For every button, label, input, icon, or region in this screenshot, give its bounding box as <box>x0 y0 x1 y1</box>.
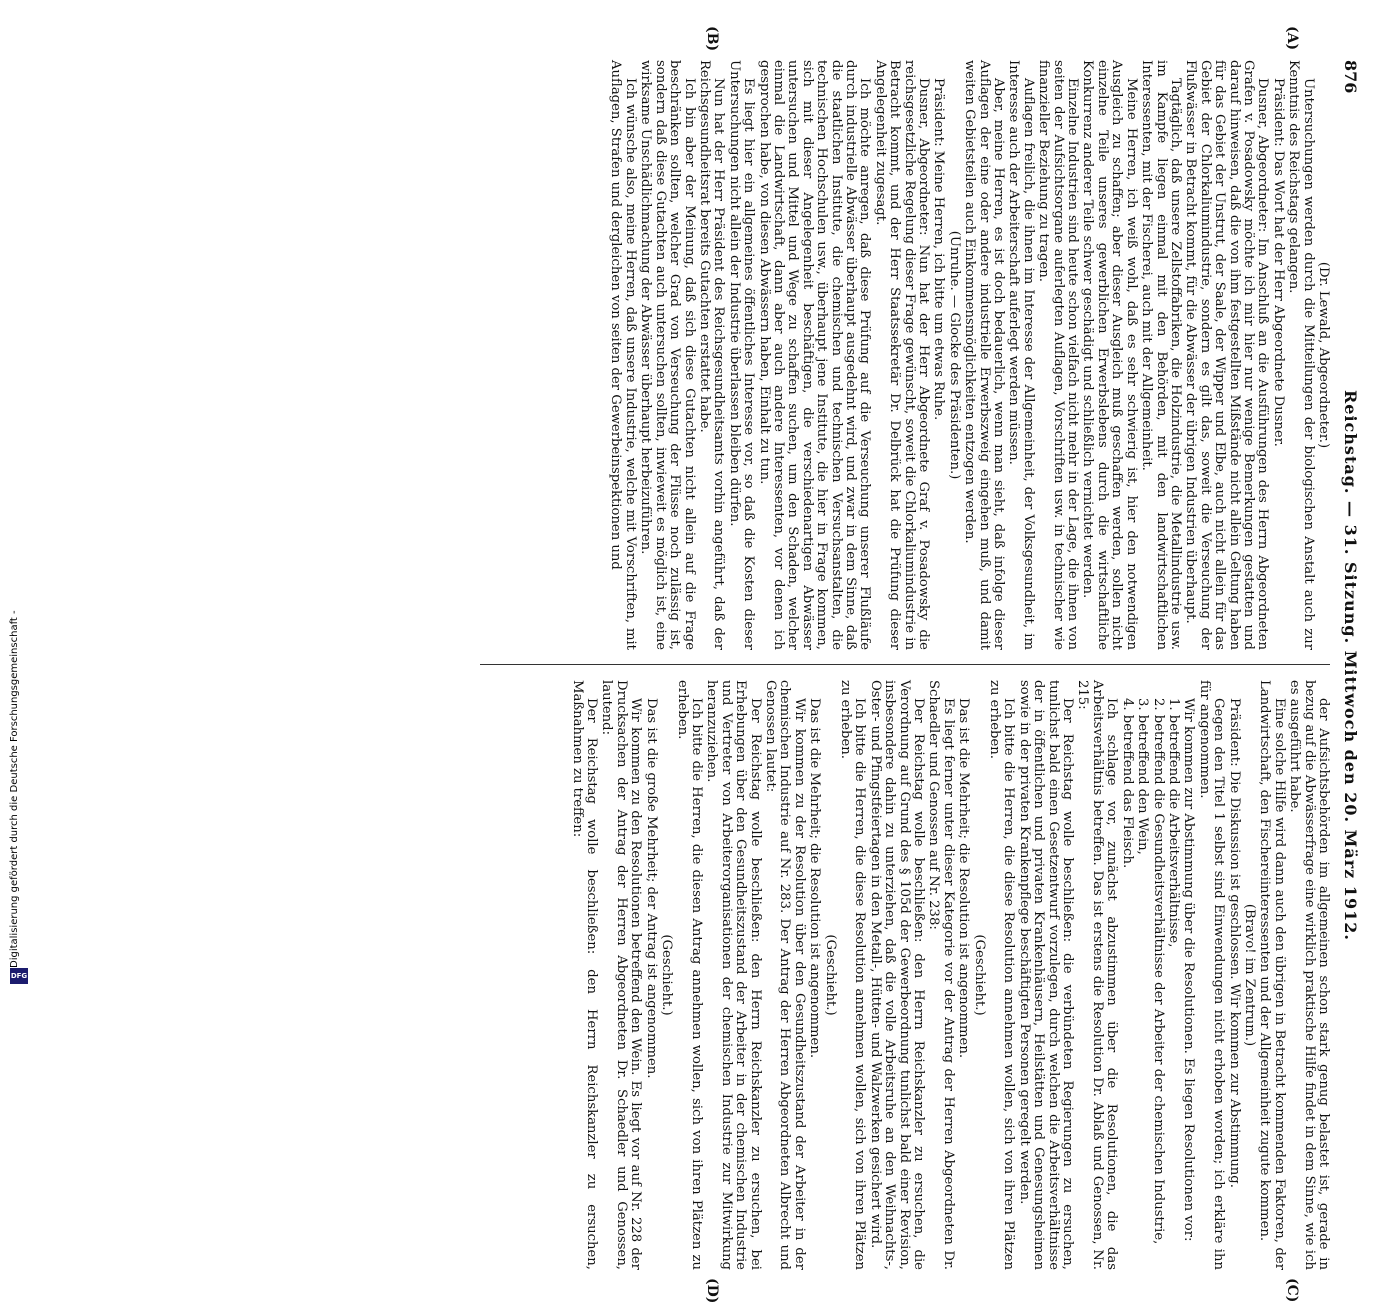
paragraph: Meine Herren, ich weiß wohl, daß es sehr schwierig ist, hier den notwendigen Ausgleich zu schaffen; aber dieser Ausgleich muß geschaffen werden, sollen nicht einzelne Teile unseres gewerblichen Erwerbslebens durch die wirtschaftliche Konkurrenz anderer Teile schwer geschädigt und schließlich vernichtet werden. <box>1080 60 1139 650</box>
margin-marker-d: (D) <box>704 1278 720 1303</box>
paragraph: Wir kommen zu der Resolution über den Gesundheitszustand der Arbeiter in der chemischen Industrie auf Nr. 283. Der Antrag der Herren Abgeordneten Albrecht und Genossen lautet: <box>762 680 807 1270</box>
paragraph: der Aufsichtsbehörden im allgemeinen schon stark genug belastet ist, gerade in bezug auf die Abwässerfrage eine wirklich praktische Hilfe findet in dem Sinne, wie ich es ausgeführt habe. <box>1287 680 1331 1270</box>
page-header <box>1334 60 1360 950</box>
paragraph: (Geschieht.) <box>971 934 987 1016</box>
paragraph: Es liegt hier ein allgemeines öffentliches Interesse vor, so daß die Kosten dieser Untersuchungen nicht allein der Industrie überlassen bleiben dürfen. <box>726 60 757 650</box>
paragraph: Einzelne Industrien sind heute schon vielfach nicht mehr in der Lage, die ihnen von seiten der Aufsichtsorgane auferlegten Auflagen, Vorschriften usw. in technischer wie finanzieller Beziehung zu tragen. <box>1036 60 1081 650</box>
paragraph: Ich schlage vor, zunächst abzustimmen über die Resolutionen, die das Arbeitsverhältnis betreffen. Das ist erstens die Resolution Dr. Ablaß und Genossen, Nr. 215: <box>1075 680 1120 1270</box>
paragraph: (Bravo! im Zentrum.) <box>1241 903 1257 1047</box>
column-divider <box>480 664 1330 665</box>
paragraph: Das ist die Mehrheit; die Resolution ist angenommen. <box>956 698 972 1059</box>
right-text-column <box>568 680 1330 1270</box>
paragraph: Ich wünsche also, meine Herren, daß unsere Industrie, welche mit Vorschriften, mit Auflagen, Strafen und dergleichen von seiten der Gewerbeinspektionen und <box>608 60 638 650</box>
paragraph: Gegen den Titel 1 selbst sind Einwendungen nicht erhoben worden; ich erkläre ihn für angenommen. <box>1196 680 1227 1270</box>
paragraph: Dusner, Abgeordneter: Im Anschluß an die Ausführungen des Herrn Abgeordneten Grafen v. Posadowsky möchte ich mir hier nur wenige Bemerkungen gestatten und darauf hinweisen, daß die von ihm festgestellten Mißstände nicht allein Geltung haben für das Gebiet der Unstrut, der Saale, der Wipper und Elbe, auch nicht allein für das Gebiet der Chlorkaliumindustrie, sondern es gilt das, soweit die Verseuchung der Flußwässer in Betracht kommt, für die Abwässer der übrigen Industrien überhaupt. <box>1183 60 1271 650</box>
paragraph: Präsident: Das Wort hat der Herr Abgeordnete Dusner. <box>1270 78 1286 447</box>
margin-marker-b: (B) <box>704 26 720 52</box>
paragraph: Präsident: Die Diskussion ist geschlossen. Wir kommen zur Abstimmung. <box>1226 698 1242 1188</box>
paragraph: (Unruhe. — Glocke des Präsidenten.) <box>946 230 962 480</box>
paragraph: Dusner, Abgeordneter: Nun hat der Herr Abgeordnete Graf v. Posadowsky die reichsgesetzliche Regelung dieser Frage gewünscht, soweit die Chlorkaliumindustrie in Betracht kommt, und der Herr Staatssekretär Dr. Delbrück hat die Prüfung dieser Angelegenheit zugesagt. <box>872 60 932 650</box>
paragraph: Auflagen freilich, die ihnen im Interesse der Allgemeinheit, der Volksgesundheit, im Interesse auch der Arbeiterschaft auferlegt werden müssen. <box>1006 60 1036 650</box>
paragraph: Ich möchte anregen, daß diese Prüfung auf die Verseuchung unserer Flußläufe durch industrielle Abwässer überhaupt ausgedehnt wird, und zwar in dem Sinne, daß die staatlichen Institute, die chemischen und technischen Versuchsanstalten, die technischen Hochschulen usw., überhaupt jene Institute, die hier in Frage kommen, sich mit dieser Angelegenheit beschäftigen, die verschiedenartigen Abwässer untersuchen und Mittel und Wege zu schaffen suchen, um den Schaden, welcher einmal die Landwirtschaft, dann aber auch andere Interessenten, vor denen ich gesprochen habe, von diesen Abwässern haben, Einhalt zu tun. <box>756 60 873 650</box>
paragraph: Ich bitte die Herren, die diese Resolution annehmen wollen, sich von ihren Plätzen zu erheben. <box>987 680 1017 1270</box>
footer <box>8 610 28 990</box>
margin-marker-a: (A) <box>1284 26 1300 51</box>
paragraph: Untersuchungen werden durch die Mitteilungen der biologischen Anstalt auch zur Kenntnis des Reichstags gelangen. <box>1286 60 1316 650</box>
dfg-logo: DFG <box>10 968 28 984</box>
paragraph: Wir kommen zur Abstimmung über die Resolutionen. Es liegen Resolutionen vor: <box>1181 698 1197 1242</box>
paragraph: Wir kommen zu den Resolutionen betreffend den Wein. Es liegt vor auf Nr. 228 der Drucksachen der Antrag der Herren Abgeordneten Dr. Schaedler und Genossen, lautend: <box>599 680 644 1270</box>
paragraph: 3. betreffend den Wein, <box>1135 698 1151 855</box>
paragraph: Der Reichstag wolle beschließen: den Herrn Reichskanzler zu ersuchen, bei Erhebungen über den Gesundheitszustand der Arbeiter in der chemischen Industrie und Vertreter von Arbeiterorganisationen der chemischen Industrie zur Mitwirkung heranzuziehen. <box>704 680 763 1270</box>
paragraph: Der Reichstag wolle beschließen: die verbündeten Regierungen zu ersuchen, tunlichst bald einen Gesetzentwurf vorzulegen, durch welchen die Arbeitsverhältnisse der in öffentlichen und privaten Krankenhäusern, Heilstätten und Genesungsheimen sowie in der privaten Krankenpflege beschäftigten Personen geregelt werden. <box>1016 680 1076 1270</box>
paragraph: Ich bitte die Herren, die diese Resolution annehmen wollen, sich von ihren Plätzen zu erheben. <box>838 680 868 1270</box>
paragraph: Tagtäglich, daß unsere Zellstoffabriken, die Holzindustrie, die Metallindustrie usw. im Kampfe liegen einmal mit den Behörden, mit den landwirtschaftlichen Interessenten, mit der Fischerei, auch mit der Allgemeinheit. <box>1139 60 1183 650</box>
rotated-sheet <box>120 26 1360 1303</box>
left-text-column <box>607 60 1330 650</box>
paragraph: Der Reichstag wolle beschließen: den Herrn Reichskanzler zu ersuchen, Maßnahmen zu treffen: <box>569 680 600 1270</box>
paragraph: 2. betreffend die Gesundheitsverhältnisse der Arbeiter der chemischen Industrie, <box>1150 698 1166 1245</box>
paragraph: 4. betreffend das Fleisch. <box>1119 698 1135 869</box>
paragraph: Der Reichstag wolle beschließen: den Herrn Reichskanzler zu ersuchen, die Verordnung auf Grund des § 105d der Gewerbeordnung tunlichst bald einer Revision, insbesondere dahin zu unterziehen, daß die volle Arbeitsruhe an den Weihnachts-, Oster- und Pfingstfeiertagen in den Metall-, Hütten- und Walzwerken gesichert wird. <box>867 680 927 1270</box>
funding-note: Digitalisierung gefördert durch die Deutsche Forschungsgemeinschaft - <box>9 610 20 968</box>
paragraph: (Dr. Lewald, Abgeordneter.) <box>1316 261 1331 449</box>
paragraph: (Geschieht.) <box>659 934 675 1016</box>
paragraph: Präsident: Meine Herren, ich bitte um etwas Ruhe. <box>931 78 947 421</box>
paragraph: Es liegt ferner unter dieser Kategorie vor der Antrag der Herren Abgeordneten Dr. Schaedler und Genossen auf Nr. 238: <box>926 680 956 1270</box>
paragraph: Das ist die Mehrheit; die Resolution ist angenommen. <box>807 698 823 1059</box>
paragraph: Aber, meine Herren, es ist doch bedauerlich, wenn man sieht, daß infolge dieser Auflagen der eine oder andere industrielle Erwerbszweig eingehen muß, und damit weiten Gebietsteilen auch Einkommensmöglichkeiten entzogen werden. <box>962 60 1007 650</box>
paragraph: (Geschieht.) <box>822 934 838 1016</box>
paragraph: Ich bin aber der Meinung, daß sich diese Gutachten nicht allein auf die Frage beschränken sollten, welcher Grad von Verseuchung der Flüsse noch zulässig ist, sondern daß diese Gutachten auch untersuchen sollten, inwieweit es möglich ist, eine wirksame Unschädlichmachung der Abwässer überhaupt herbeizuführen. <box>638 60 697 650</box>
margin-marker-c: (C) <box>1284 1278 1300 1303</box>
page-title: Reichstag. — 31. Sitzung. Mittwoch den 20. März 1912. <box>1341 390 1360 941</box>
paragraph: Eine solche Hilfe wird dann auch den übrigen in Betracht kommenden Faktoren, der Landwirtschaft, den Fischereiinteressenten und der Allgemeinheit zugute kommen. <box>1257 680 1287 1270</box>
paragraph: 1. betreffend die Arbeitsverhältnisse, <box>1165 698 1181 948</box>
paragraph: Das ist die große Mehrheit; der Antrag ist angenommen. <box>643 698 659 1079</box>
paragraph: Ich bitte die Herren, die diesen Antrag annehmen wollen, sich von ihren Plätzen zu erheben. <box>674 680 704 1270</box>
paragraph: Nun hat der Herr Präsident des Reichsgesundheitsamts vorhin angeführt, daß der Reichsgesundheitsrat bereits Gutachten erstattet habe. <box>696 60 727 650</box>
page-number: 876 <box>1341 60 1360 94</box>
